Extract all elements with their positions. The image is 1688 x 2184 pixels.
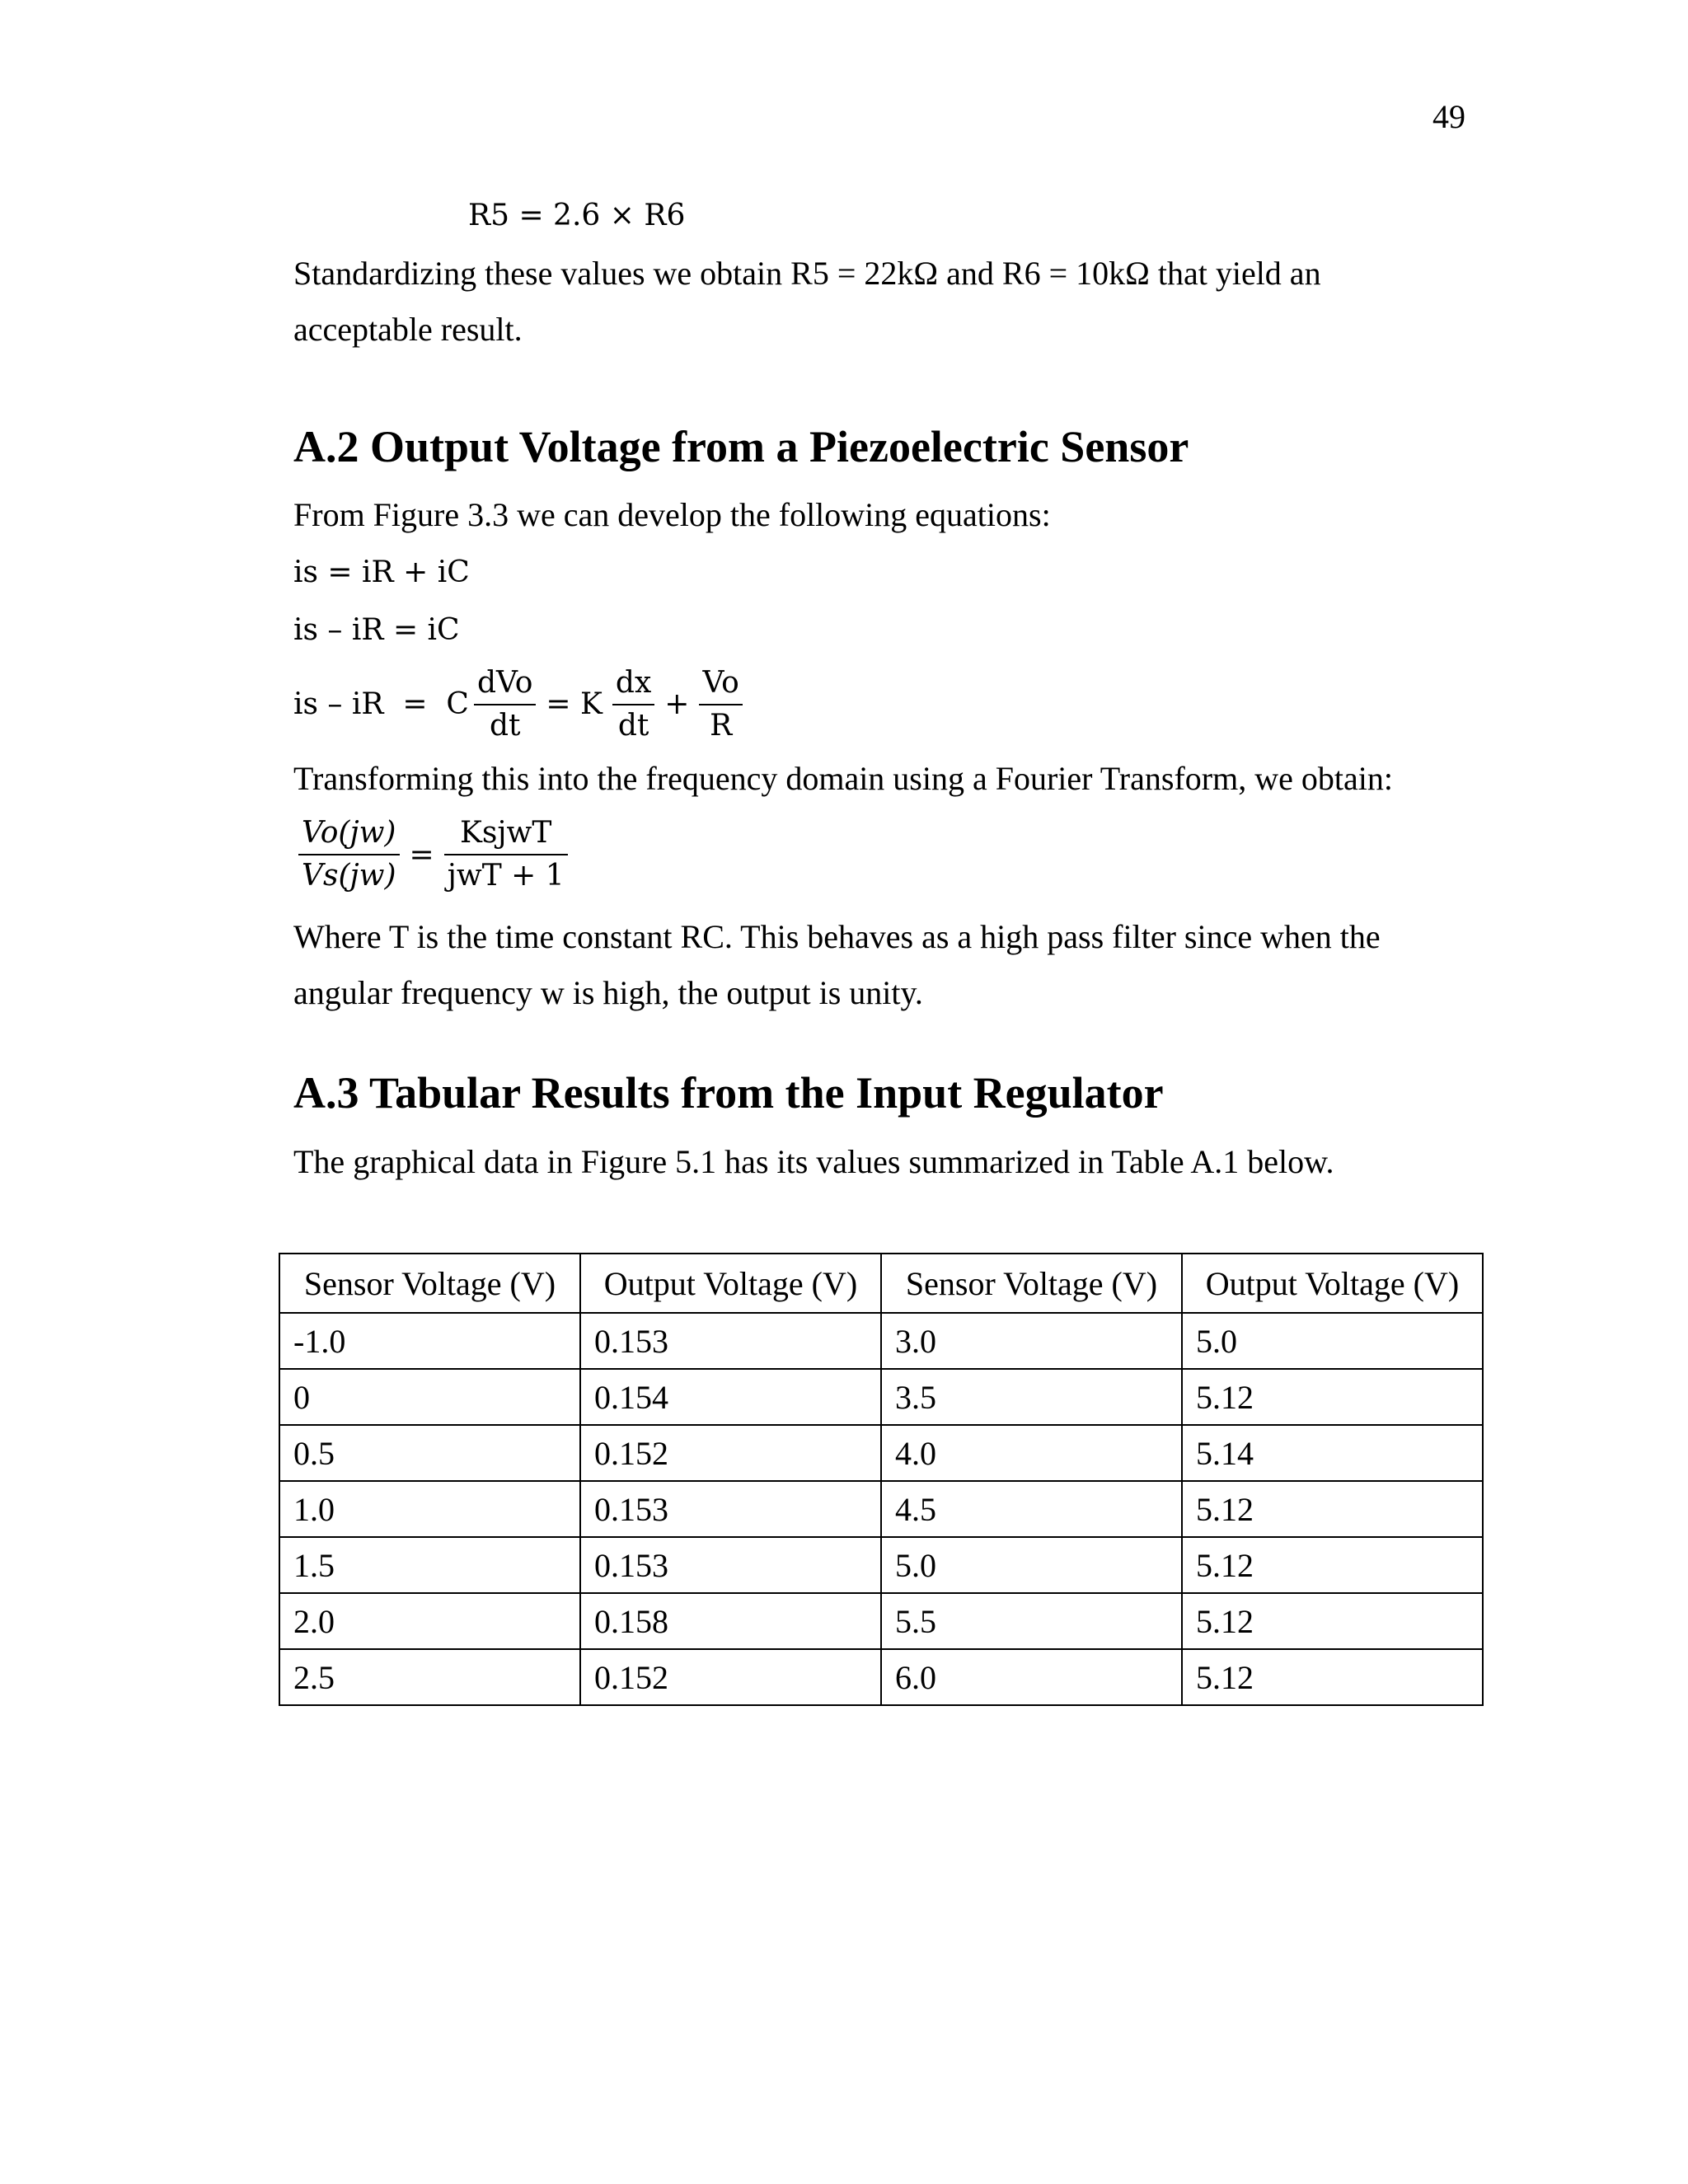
fraction-denominator: Vs(jw) [302,859,396,893]
table-cell: 0.153 [580,1481,881,1537]
equation-differential-lhs: is – iR = C [293,687,469,721]
table-cell: 5.12 [1182,1649,1483,1705]
plus-operator: + [664,687,690,721]
fraction-denominator: dt [489,709,521,743]
fraction-dx-dt [612,664,654,745]
paragraph-standardizing: Standardizing these values we obtain R5 = 22kΩ and R6 = 10kΩ that yield an acceptable result. [293,255,1321,348]
fraction-numerator: dVo [476,666,533,700]
results-table [279,1253,1484,1706]
table-cell: 5.0 [1182,1313,1483,1369]
table-cell: 0.152 [580,1649,881,1705]
fraction-denominator: jwT + 1 [447,859,565,893]
table-row [279,1425,1483,1481]
paragraph-a3-intro: The graphical data in Figure 5.1 has its values summarized in Table A.1 below. [293,1143,1334,1180]
fraction-vo-r [699,664,742,745]
equation-differential-mid: = K [546,687,603,721]
table-cell: 3.0 [881,1313,1182,1369]
table-header-cell: Output Voltage (V) [580,1254,881,1313]
table-header-cell: Output Voltage (V) [1182,1254,1483,1313]
fraction-vo-vs [298,814,400,895]
paragraph-where-t: Where T is the time constant RC. This behaves as a high pass filter since when the angular frequency w is high, the output is unity. [293,918,1381,1011]
table-cell: 3.5 [881,1369,1182,1425]
table-cell: 5.0 [881,1537,1182,1593]
fraction-denominator: R [710,709,733,743]
table-cell: 0.153 [580,1313,881,1369]
fraction-ksjwt [444,814,568,895]
fraction-numerator: Vo(jw) [302,816,396,850]
equation-current-sum: is = iR + iC [293,555,470,589]
equals-operator: = [409,837,434,872]
table-cell: 0.158 [580,1593,881,1649]
fraction-denominator: dt [617,709,649,743]
paragraph-a2-intro: From Figure 3.3 we can develop the following equations: [293,496,1051,533]
table-cell: 5.5 [881,1593,1182,1649]
table-cell: 2.0 [279,1593,580,1649]
table-cell: 6.0 [881,1649,1182,1705]
table-cell: 4.5 [881,1481,1182,1537]
heading-section-a2: A.2 Output Voltage from a Piezoelectric Sensor [293,422,1189,471]
table-row [279,1537,1483,1593]
table-cell: 0.153 [580,1537,881,1593]
table-header-cell: Sensor Voltage (V) [279,1254,580,1313]
fraction-numerator: KsjwT [460,816,552,850]
equation-r5-ratio: R5 = 2.6 × R6 [468,199,686,232]
table-row [279,1369,1483,1425]
table-cell: 5.14 [1182,1425,1483,1481]
table-cell: 5.12 [1182,1593,1483,1649]
page-number: 49 [1432,98,1465,135]
table-cell: 0.5 [279,1425,580,1481]
table-cell: 4.0 [881,1425,1182,1481]
table-cell: 5.12 [1182,1537,1483,1593]
equation-current-difference: is – iR = iC [293,613,460,647]
equation-transfer-function [293,814,573,895]
table-cell: 5.12 [1182,1369,1483,1425]
heading-section-a3: A.3 Tabular Results from the Input Regulator [293,1068,1164,1118]
table-cell: 1.5 [279,1537,580,1593]
table-cell: -1.0 [279,1313,580,1369]
paragraph-transform: Transforming this into the frequency domain using a Fourier Transform, we obtain: [293,760,1393,797]
table-cell: 0.152 [580,1425,881,1481]
table-cell: 2.5 [279,1649,580,1705]
table-cell: 0.154 [580,1369,881,1425]
table-row [279,1649,1483,1705]
fraction-numerator: Vo [702,666,739,700]
fraction-numerator: dx [615,666,652,700]
table-cell: 1.0 [279,1481,580,1537]
fraction-dvo-dt [474,664,536,745]
table-row [279,1593,1483,1649]
equation-differential [293,664,748,745]
table-header-cell: Sensor Voltage (V) [881,1254,1182,1313]
table-header-row [279,1254,1483,1313]
table-row [279,1313,1483,1369]
table-row [279,1481,1483,1537]
table-cell: 5.12 [1182,1481,1483,1537]
table-cell: 0 [279,1369,580,1425]
